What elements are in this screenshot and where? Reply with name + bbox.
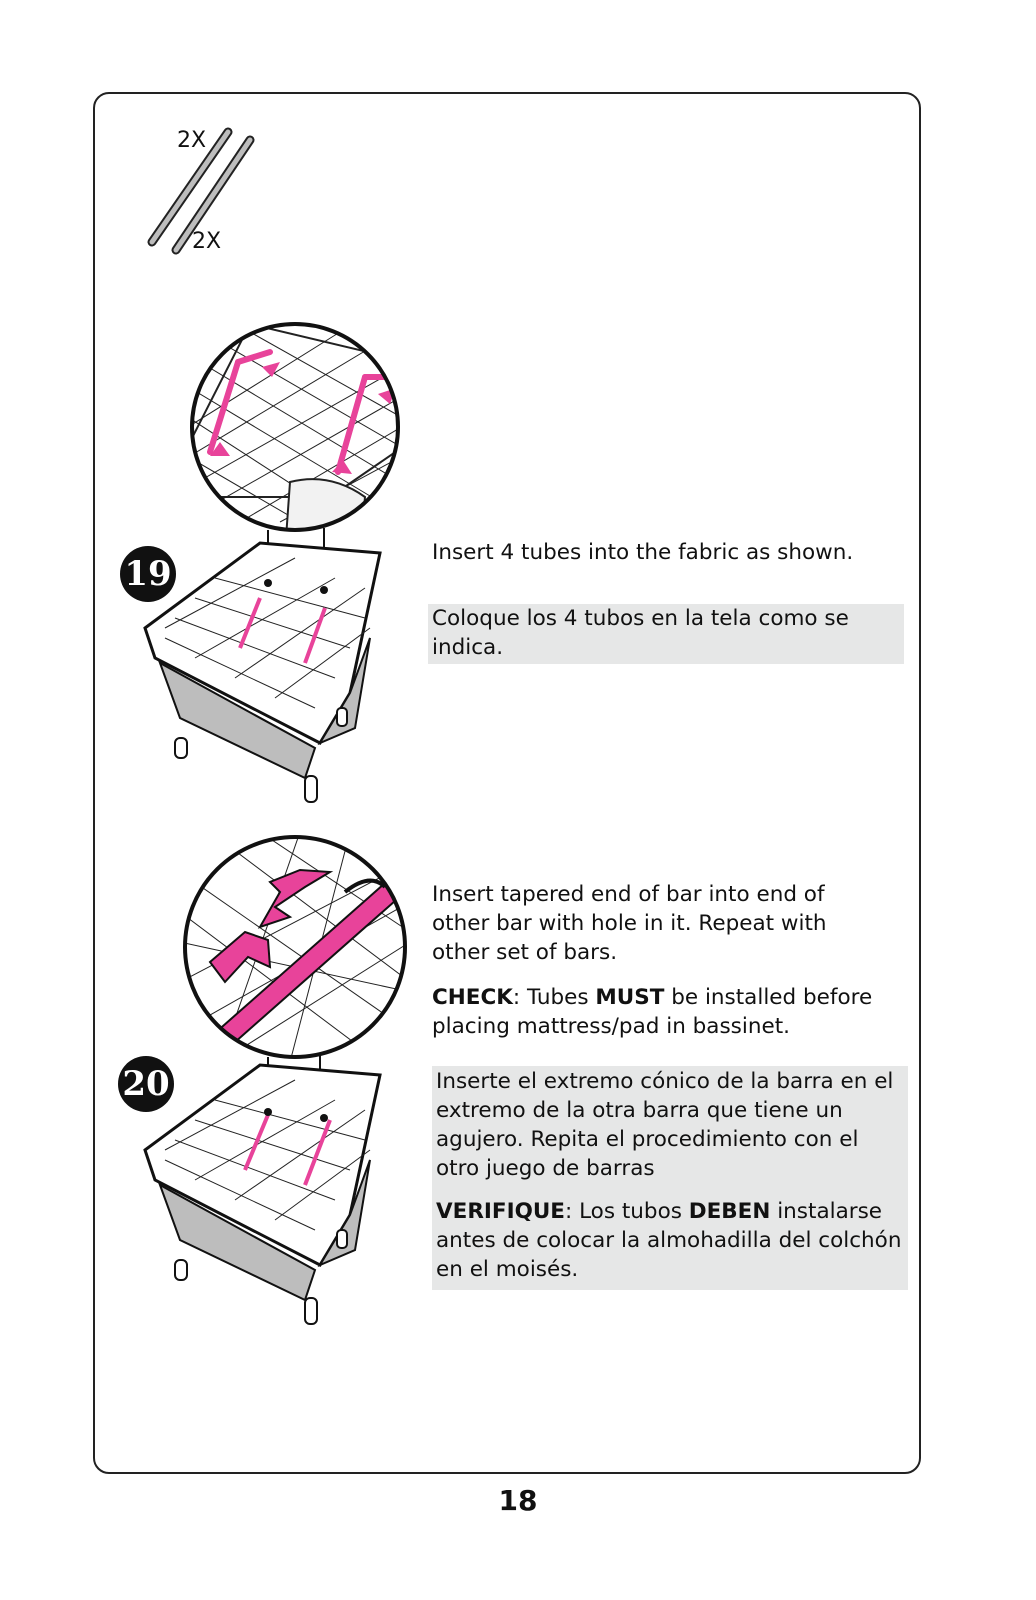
tube-quantity-top: 2X	[177, 128, 207, 153]
check-label: CHECK	[432, 985, 513, 1010]
check-must: MUST	[595, 985, 665, 1010]
step19-number-badge: 19	[120, 546, 176, 602]
step20-zoom-illustration	[180, 832, 415, 1094]
verify-rest: instalarse antes de colocar la almohadilla del colchón en el moisés.	[436, 1199, 902, 1282]
step20-verify-text	[436, 1197, 904, 1284]
tube-quantity-bottom: 2X	[192, 229, 222, 254]
check-mid: : Tubes	[512, 985, 596, 1010]
step19-english-text: Insert 4 tubes into the fabric as shown.	[432, 540, 854, 565]
step20-spanish-box	[432, 1066, 908, 1290]
step20-english-text: Insert tapered end of bar into end of other bar with hole in it. Repeat with other set of bars.	[432, 882, 827, 965]
verify-mid: : Los tubos	[565, 1199, 689, 1224]
page-number: 18	[498, 1484, 538, 1517]
step20-spanish-text: Inserte el extremo cónico de la barra en el extremo de la otra barra que tiene un agujero. Repita el procedimiento con el otro juego de barras	[436, 1069, 894, 1181]
step19-spanish-text: Coloque los 4 tubos en la tela como se indica.	[428, 604, 904, 664]
step20-number-badge: 20	[118, 1056, 174, 1112]
verify-must: DEBEN	[688, 1199, 771, 1224]
verify-label: VERIFIQUE	[436, 1199, 565, 1224]
check-rest: be installed before placing mattress/pad in bassinet.	[432, 985, 873, 1039]
step20-crib-illustration	[135, 1060, 385, 1330]
step20-check-text	[432, 983, 908, 1041]
